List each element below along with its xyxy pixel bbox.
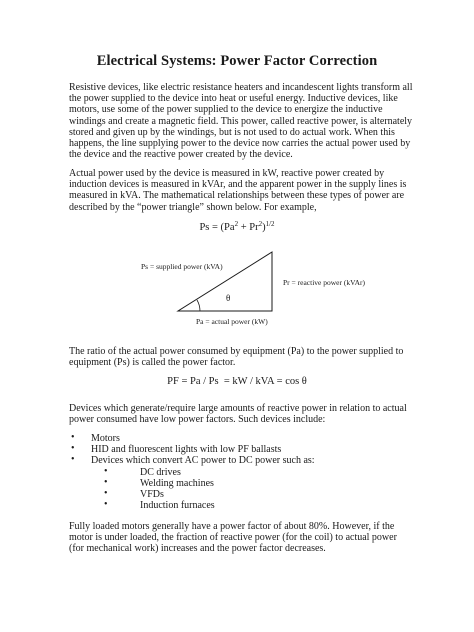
paragraph-power-units: Actual power used by the device is measured in kW, reactive power created by induction devices is measured in kVAr, and the apparent power in the supply lines is measured in kVA. The mathematical relationships between these types of power are described by the “power triangle” shown below. For example, <box>69 168 407 213</box>
paragraph-motor-loading: Fully loaded motors generally have a power factor of about 80%. However, if the motor is under loaded, the fraction of reactive power (for the coil) to actual power (for mechanical work) increases and the power factor decreases. <box>69 521 397 555</box>
bullet-icon: • <box>104 476 108 488</box>
reactive-power-label: Pr = reactive power (kVAr) <box>283 278 365 287</box>
supplied-power-label: Ps = supplied power (kVA) <box>141 262 223 271</box>
sub-list-item-text: VFDs <box>140 489 164 501</box>
list-item-text: Motors <box>91 433 120 444</box>
list-item <box>71 433 315 444</box>
formula-part: Ps = (Pa <box>199 222 235 233</box>
formula-superscript: 2 <box>234 220 239 228</box>
formula-part: ) <box>262 222 266 233</box>
angle-theta-label: θ <box>226 293 231 303</box>
formula-superscript: 2 <box>258 220 263 228</box>
sub-list-item <box>71 467 315 478</box>
device-list <box>71 433 315 511</box>
actual-power-label: Pa = actual power (kW) <box>196 317 268 326</box>
paragraph-low-pf-devices: Devices which generate/require large amounts of reactive power in relation to actual power consumed have low power factors. Such devices include: <box>69 403 407 426</box>
paragraph-inductive-devices: Resistive devices, like electric resistance heaters and incandescent lights transform all the power supplied to the device into heat or useful energy. Inductive devices, like motors, use some of the power supplied to the device to energize the inductive windings and create a magnetic field. This power, called reactive power, is alternately stored and given up by the windings, but is not used to do actual work. When this happens, the line supplying power to the device now carries the actual power used by the device and the reactive power created by the device. <box>69 82 413 161</box>
bullet-icon: • <box>71 443 75 455</box>
bullet-icon: • <box>71 454 75 466</box>
power-triangle-diagram <box>0 245 474 335</box>
bullet-icon: • <box>104 499 108 511</box>
converter-device-list <box>71 467 315 512</box>
sub-list-item <box>71 500 315 511</box>
sub-list-item-text: Induction furnaces <box>140 500 215 512</box>
sub-list-container <box>71 467 315 512</box>
list-item-text: Devices which convert AC power to DC power such as: <box>91 455 315 467</box>
document-title: Electrical Systems: Power Factor Correction <box>96 53 378 69</box>
bullet-icon: • <box>104 488 108 500</box>
power-triangle <box>178 252 272 311</box>
list-item <box>71 444 315 455</box>
list-item-text: HID and fluorescent lights with low PF ballasts <box>91 444 282 456</box>
angle-arc <box>197 300 200 311</box>
paragraph-power-factor-definition: The ratio of the actual power consumed by equipment (Pa) to the power supplied to equipment (Ps) is called the power factor. <box>69 346 404 369</box>
bullet-icon: • <box>71 432 75 443</box>
bullet-icon: • <box>104 465 108 477</box>
formula-part: + Pr <box>238 222 259 233</box>
sub-list-item <box>71 489 315 500</box>
sub-list-item-text: DC drives <box>140 466 181 478</box>
sub-list-item-text: Welding machines <box>140 477 214 489</box>
sub-list-item <box>71 478 315 489</box>
apparent-power-formula <box>0 222 474 233</box>
power-factor-formula: PF = Pa / Ps = kW / kVA = cos θ <box>167 376 307 387</box>
list-item <box>71 455 315 466</box>
formula-superscript: 1/2 <box>265 220 275 228</box>
